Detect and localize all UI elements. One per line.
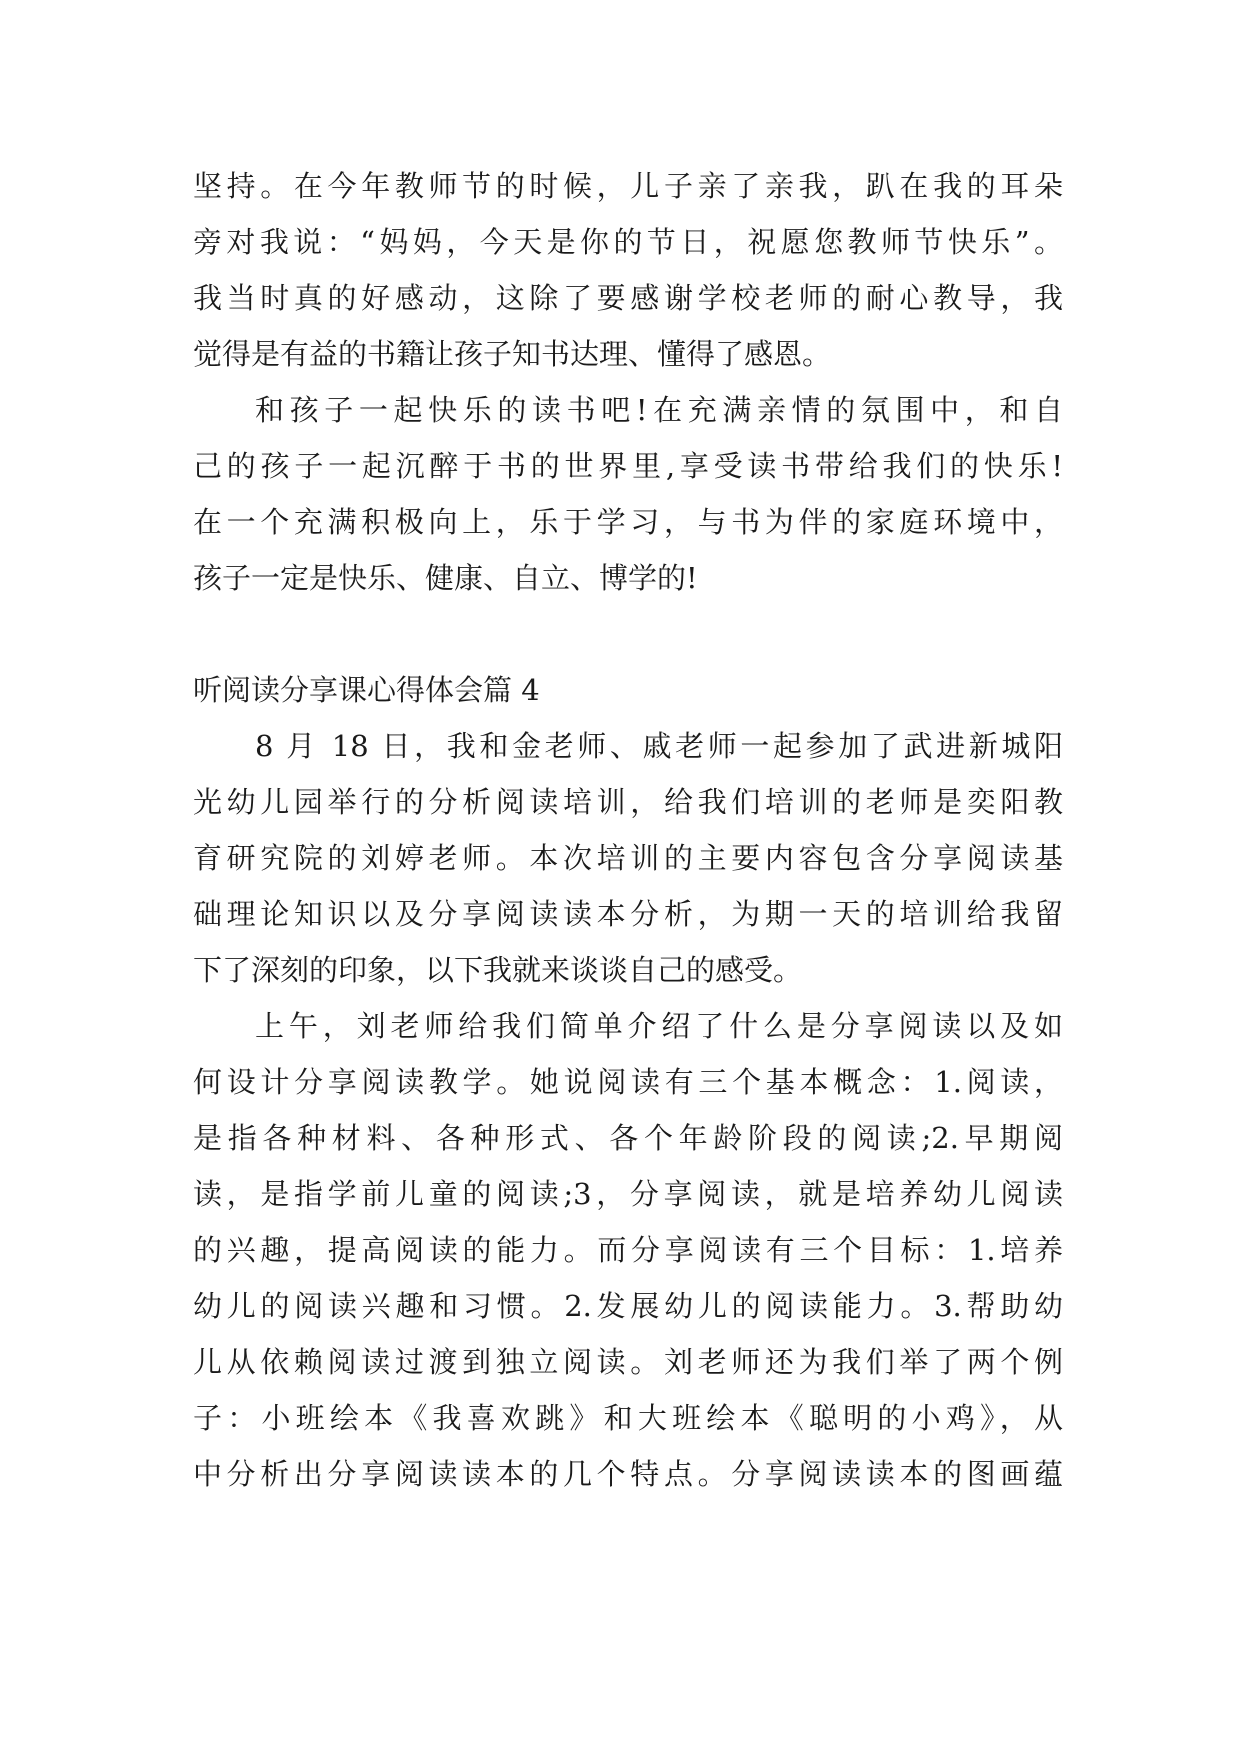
text-line: 8 月 18 日，我和金老师、戚老师一起参加了武进新城阳 [255,729,1063,763]
text-line: 读，是指学前儿童的阅读;3，分享阅读，就是培养幼儿阅读 [193,1177,1063,1211]
text-line: 在一个充满积极向上，乐于学习，与书为伴的家庭环境中， [193,505,1063,539]
text-line: 的兴趣，提高阅读的能力。而分享阅读有三个目标：1.培养 [193,1233,1063,1267]
text-line: 旁对我说：“妈妈，今天是你的节日，祝愿您教师节快乐”。 [193,225,1063,259]
text-line: 孩子一定是快乐、健康、自立、博学的! [193,561,698,595]
text-line: 子：小班绘本《我喜欢跳》和大班绘本《聪明的小鸡》，从 [193,1401,1063,1435]
text-line: 础理论知识以及分享阅读读本分析，为期一天的培训给我留 [193,897,1063,931]
paragraph-1 [193,158,1063,382]
text-line: 我当时真的好感动，这除了要感谢学校老师的耐心教导，我 [193,281,1063,315]
paragraph-3 [193,718,1063,998]
text-line: 中分析出分享阅读读本的几个特点。分享阅读读本的图画蕴 [193,1457,1063,1491]
section-heading: 听阅读分享课心得体会篇 4 [193,673,540,707]
text-line: 幼儿的阅读兴趣和习惯。2.发展幼儿的阅读能力。3.帮助幼 [193,1289,1063,1323]
text-line: 是指各种材料、各种形式、各个年龄阶段的阅读;2.早期阅 [193,1121,1063,1155]
text-line: 育研究院的刘婷老师。本次培训的主要内容包含分享阅读基 [193,841,1063,875]
text-line: 下了深刻的印象，以下我就来谈谈自己的感受。 [193,953,803,987]
text-line: 何设计分享阅读教学。她说阅读有三个基本概念：1.阅读， [193,1065,1063,1099]
text-line: 光幼儿园举行的分析阅读培训，给我们培训的老师是奕阳教 [193,785,1063,819]
text-line: 己的孩子一起沉醉于书的世界里,享受读书带给我们的快乐! [193,449,1063,483]
document-body [193,158,1063,1502]
section-spacer [193,606,1063,662]
text-line: 坚持。在今年教师节的时候，儿子亲了亲我，趴在我的耳朵 [193,169,1063,203]
text-line: 上午，刘老师给我们简单介绍了什么是分享阅读以及如 [255,1009,1063,1043]
paragraph-2 [193,382,1063,606]
text-line: 和孩子一起快乐的读书吧!在充满亲情的氛围中，和自 [255,393,1063,427]
text-line: 儿从依赖阅读过渡到独立阅读。刘老师还为我们举了两个例 [193,1345,1063,1379]
paragraph-4 [193,998,1063,1502]
text-line: 觉得是有益的书籍让孩子知书达理、懂得了感恩。 [193,337,832,371]
